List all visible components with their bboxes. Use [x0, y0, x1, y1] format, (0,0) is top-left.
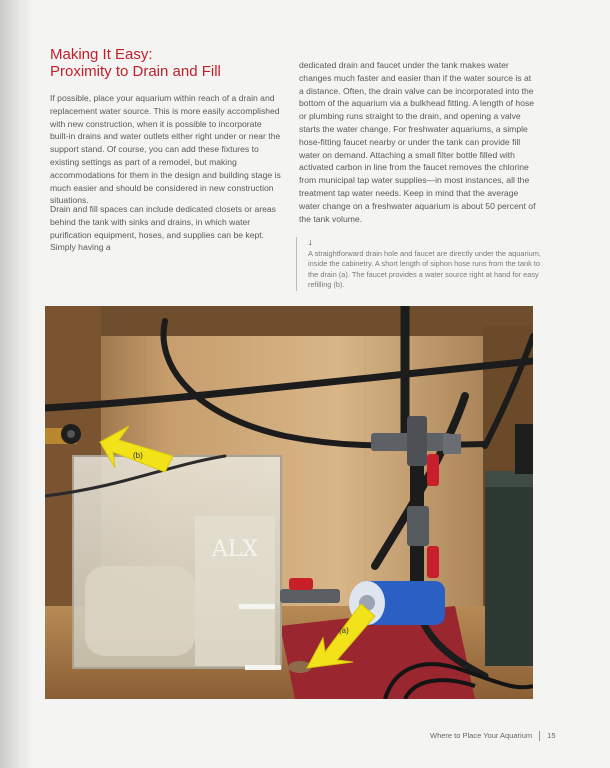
page-gutter-shadow: [0, 0, 34, 768]
page-footer: [430, 731, 570, 741]
callout-label-b: (b): [133, 451, 143, 460]
page-number: 15: [547, 731, 556, 740]
cabinet-top-beam: [45, 306, 533, 336]
heading-line-1: Making It Easy:: [50, 46, 153, 63]
running-title: Where to Place Your Aquarium: [430, 731, 533, 740]
sump-tank: [73, 456, 281, 670]
body-paragraph-1: If possible, place your aquarium within reach of a drain and replacement water source. This is more easily accomplished with new construction, when it is possible to incorporate built-in drains and water outlets either right under or near the support stand. Of course, you can add these fixtures to existing settings as part of a remodel, but making accommodations for them in the design and building stage is much easier and should be considered in new construction situations.: [50, 93, 281, 206]
callout-label-a: (a): [339, 626, 349, 635]
body-paragraph-2: Drain and fill spaces can include dedicated closets or areas behind the tank with sinks and drains, in which water purification equipment, hoses, and supplies can be kept. Simply having a: [50, 204, 276, 253]
svg-text:ALX: ALX: [211, 537, 259, 562]
photo-caption: [296, 237, 546, 291]
aquarium-plumbing-photo: [45, 306, 533, 699]
photo-illustration: [45, 306, 533, 699]
footer-divider: [539, 731, 540, 741]
section-heading: [50, 46, 290, 80]
caption-arrow-icon: ↓: [308, 237, 313, 247]
heading-line-2: Proximity to Drain and Fill: [50, 63, 221, 80]
caption-text: A straightforward drain hole and faucet are directly under the aquarium, inside the cabinetry. A short length of siphon hose runs from the tank to the drain (a). The faucet provides a water source right at hand for easy refilling (b).: [308, 249, 541, 290]
body-paragraph-3: dedicated drain and faucet under the tank makes water changes much faster and easier than if the water source is at a distance. Often, the drain valve can be incorporated into the bottom of the aquarium via a bulkhead fitting. A length of hose or plumbing runs straight to the drain, and opening a valve starts the water change. For freshwater aquariums, a simple hose-fitting faucet nearby or under the tank can provide fill water on demand. Attaching a small filter bottle filled with activated carbon in line from the faucet removes the chlorine from municipal tap water supplies—in most instances, all the treatment tap water needs. Keep in mind that the average water change on a freshwater aquarium is about 50 percent of the tank volume.: [299, 60, 536, 224]
